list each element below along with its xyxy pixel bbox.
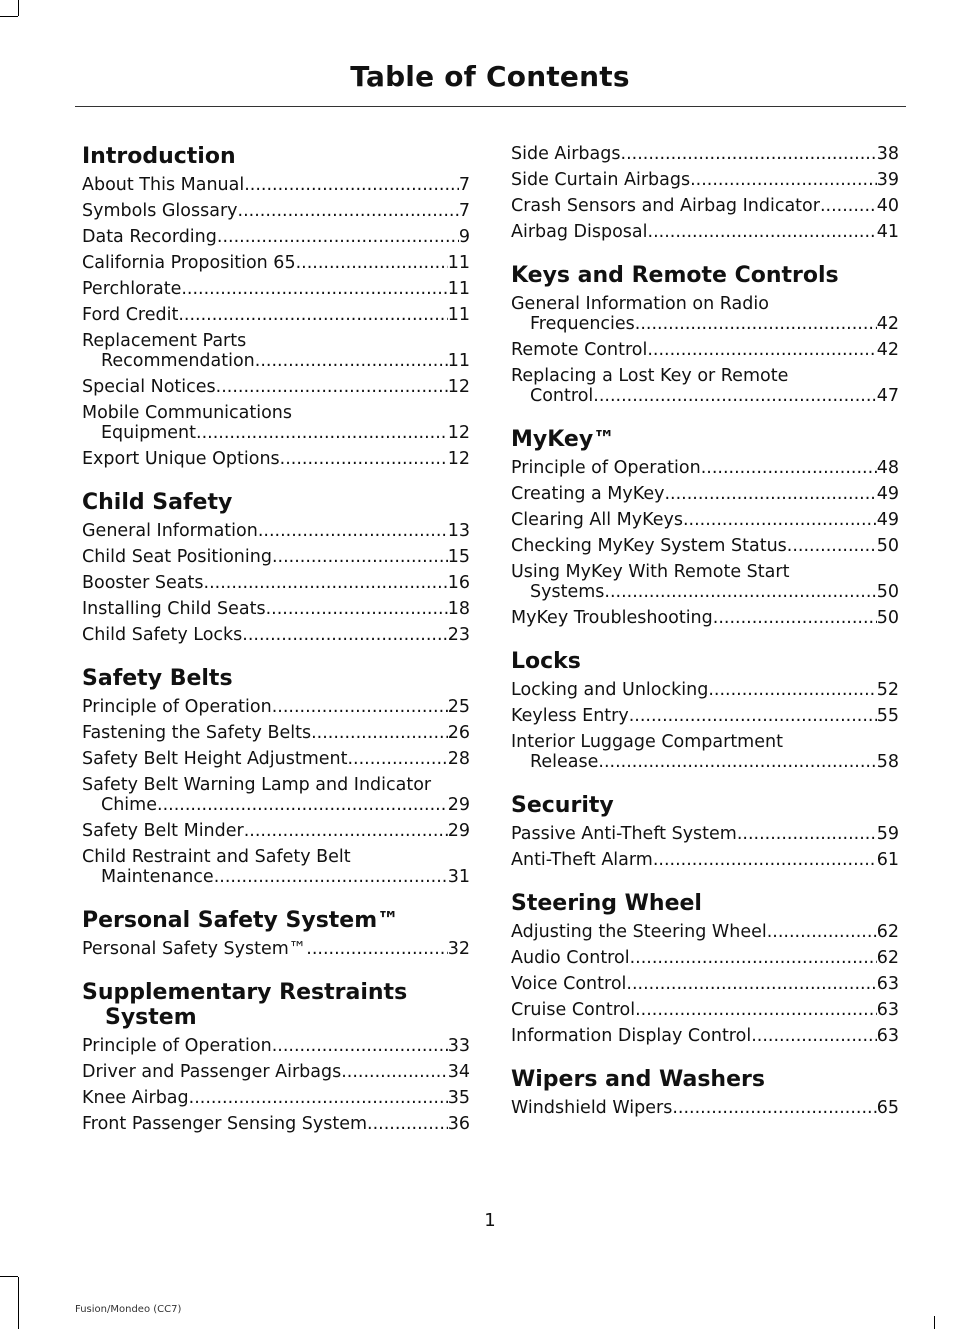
dot-leader	[635, 1000, 877, 1020]
entry-line	[82, 279, 470, 299]
entry-line	[82, 1114, 470, 1134]
entry-title: Passive Anti-Theft System	[511, 824, 737, 844]
entry-line	[82, 377, 470, 397]
entry-title: Booster Seats	[82, 573, 204, 593]
crop-mark	[18, 1277, 19, 1329]
entry-page-number: 7	[458, 175, 470, 195]
entry-title: Export Unique Options	[82, 449, 280, 469]
entry-line	[82, 351, 470, 371]
entry-title: Fastening the Safety Belts	[82, 723, 312, 743]
dot-leader	[629, 706, 877, 726]
entry-title: Audio Control	[511, 948, 630, 968]
entry-title: Child Seat Positioning	[82, 547, 272, 567]
toc-entry[interactable]	[511, 850, 899, 870]
dot-leader	[311, 723, 448, 743]
entry-page-number: 29	[447, 795, 470, 815]
entry-page-number: 52	[876, 680, 899, 700]
toc-entry[interactable]	[82, 1036, 470, 1056]
entry-title: Remote Control	[511, 340, 648, 360]
dot-leader	[244, 821, 448, 841]
toc-section	[82, 144, 470, 469]
entry-title-line1: Safety Belt Warning Lamp and Indicator	[82, 775, 432, 795]
dot-leader	[672, 1098, 876, 1118]
entry-page-number: 31	[447, 867, 470, 887]
entry-line	[82, 547, 470, 567]
toc-entry[interactable]	[511, 366, 899, 406]
dot-leader	[767, 922, 877, 942]
entry-title: Symbols Glossary	[82, 201, 238, 221]
entry-page-number: 50	[876, 582, 899, 602]
section-heading: Locks	[511, 649, 581, 674]
section-heading: Wipers and Washers	[511, 1067, 765, 1092]
dot-leader	[621, 144, 877, 164]
dot-leader	[341, 1062, 448, 1082]
entry-line	[82, 821, 470, 841]
dot-leader	[204, 573, 448, 593]
entry-page-number: 61	[876, 850, 899, 870]
entry-page-number: 38	[876, 144, 899, 164]
toc-entry[interactable]	[82, 821, 470, 841]
entry-page-number: 33	[447, 1036, 470, 1056]
toc-entry[interactable]	[82, 521, 470, 541]
toc-entry[interactable]	[82, 279, 470, 299]
toc-entry[interactable]	[82, 847, 470, 887]
dot-leader	[751, 1026, 877, 1046]
dot-leader	[178, 305, 447, 325]
section-heading: Child Safety	[82, 490, 233, 515]
toc-section	[511, 891, 899, 1046]
toc-left-column	[82, 144, 470, 1155]
entry-title: Frequencies	[530, 314, 635, 334]
dot-leader	[664, 484, 876, 504]
entry-line	[511, 582, 899, 602]
toc-section	[82, 490, 470, 645]
entry-line	[82, 573, 470, 593]
toc-section	[511, 144, 899, 242]
entry-page-number: 62	[876, 948, 899, 968]
section-heading: Keys and Remote Controls	[511, 263, 839, 288]
entry-line	[511, 144, 899, 164]
footer-model: Fusion/Mondeo (CC7)	[75, 1304, 182, 1315]
toc-section	[511, 649, 899, 772]
toc-entry[interactable]	[511, 1098, 899, 1118]
entry-line	[511, 536, 899, 556]
entry-title: Safety Belt Height Adjustment	[82, 749, 348, 769]
dot-leader	[272, 547, 448, 567]
entry-page-number: 13	[447, 521, 470, 541]
toc-entry[interactable]	[82, 697, 470, 717]
entry-line	[511, 706, 899, 726]
entry-line	[511, 314, 899, 334]
toc-entry[interactable]	[511, 170, 899, 190]
entry-page-number: 15	[447, 547, 470, 567]
toc-entry[interactable]	[82, 749, 470, 769]
dot-leader	[217, 227, 459, 247]
toc-entry[interactable]	[511, 948, 899, 968]
entry-line	[511, 824, 899, 844]
dot-leader	[296, 253, 448, 273]
entry-title: Ford Credit	[82, 305, 179, 325]
dot-leader	[189, 1088, 448, 1108]
entry-title-line1: General Information on Radio	[511, 294, 769, 314]
entry-line	[82, 227, 470, 247]
entry-title: Crash Sensors and Airbag Indicator	[511, 196, 820, 216]
toc-section	[82, 908, 470, 959]
entry-page-number: 65	[876, 1098, 899, 1118]
toc-entry[interactable]	[511, 824, 899, 844]
entry-page-number: 42	[876, 314, 899, 334]
entry-line	[82, 201, 470, 221]
section-heading: Introduction	[82, 144, 236, 169]
section-heading: Steering Wheel	[511, 891, 702, 916]
entry-page-number: 12	[447, 377, 470, 397]
toc-entry[interactable]	[511, 680, 899, 700]
entry-title: Side Curtain Airbags	[511, 170, 691, 190]
entry-page-number: 32	[447, 939, 470, 959]
toc-entry[interactable]	[82, 305, 470, 325]
dot-leader	[181, 279, 447, 299]
toc-entry[interactable]	[511, 294, 899, 334]
entry-title: Creating a MyKey	[511, 484, 665, 504]
entry-title: Data Recording	[82, 227, 217, 247]
entry-page-number: 35	[447, 1088, 470, 1108]
dot-leader	[635, 314, 877, 334]
entry-title: Maintenance	[101, 867, 214, 887]
entry-line	[82, 253, 470, 273]
entry-title: Clearing All MyKeys	[511, 510, 683, 530]
entry-line	[511, 974, 899, 994]
entry-line	[511, 608, 899, 628]
toc-entry[interactable]	[511, 510, 899, 530]
entry-page-number: 62	[876, 922, 899, 942]
entry-title-line1: Replacing a Lost Key or Remote	[511, 366, 789, 386]
entry-title: Control	[530, 386, 594, 406]
entry-title: General Information	[82, 521, 258, 541]
dot-leader	[690, 170, 877, 190]
entry-line	[511, 1000, 899, 1020]
entry-page-number: 28	[447, 749, 470, 769]
toc-entry[interactable]	[82, 403, 470, 443]
entry-title: Systems	[530, 582, 605, 602]
toc-entry[interactable]	[511, 706, 899, 726]
entry-line	[82, 1036, 470, 1056]
entry-line	[82, 1062, 470, 1082]
toc-entry[interactable]	[511, 458, 899, 478]
page-number: 1	[484, 1210, 496, 1231]
dot-leader	[216, 377, 448, 397]
toc-right-column	[511, 144, 899, 1139]
entry-page-number: 63	[876, 1000, 899, 1020]
toc-entry[interactable]	[82, 201, 470, 221]
dot-leader	[787, 536, 877, 556]
entry-title: Adjusting the Steering Wheel	[511, 922, 767, 942]
entry-line	[82, 625, 470, 645]
entry-page-number: 42	[876, 340, 899, 360]
section-heading: Security	[511, 793, 614, 818]
toc-entry[interactable]	[511, 608, 899, 628]
entry-title: California Proposition 65	[82, 253, 296, 273]
toc-entry[interactable]	[82, 1062, 470, 1082]
dot-leader	[626, 974, 876, 994]
entry-title: About This Manual	[82, 175, 245, 195]
dot-leader	[737, 824, 877, 844]
entry-line	[82, 723, 470, 743]
entry-page-number: 50	[876, 536, 899, 556]
entry-page-number: 49	[876, 510, 899, 530]
toc-section	[511, 1067, 899, 1118]
dot-leader	[604, 582, 876, 602]
entry-line	[82, 795, 470, 815]
toc-entry[interactable]	[82, 377, 470, 397]
dot-leader	[266, 599, 448, 619]
dot-leader	[598, 752, 876, 772]
crop-mark	[934, 1316, 935, 1329]
toc-entry[interactable]	[511, 732, 899, 772]
entry-line	[511, 680, 899, 700]
toc-entry[interactable]	[82, 331, 470, 371]
toc-entry[interactable]	[82, 723, 470, 743]
entry-title: Recommendation	[101, 351, 255, 371]
entry-title: Installing Child Seats	[82, 599, 266, 619]
entry-page-number: 11	[447, 279, 470, 299]
entry-line	[82, 521, 470, 541]
entry-page-number: 63	[876, 1026, 899, 1046]
entry-page-number: 26	[447, 723, 470, 743]
dot-leader	[255, 351, 448, 371]
entry-title: Cruise Control	[511, 1000, 636, 1020]
toc-entry[interactable]	[511, 1000, 899, 1020]
entry-page-number: 7	[458, 201, 470, 221]
entry-page-number: 63	[876, 974, 899, 994]
entry-line	[511, 386, 899, 406]
toc-entry[interactable]	[82, 227, 470, 247]
entry-page-number: 58	[876, 752, 899, 772]
dot-leader	[157, 795, 448, 815]
dot-leader	[367, 1114, 448, 1134]
entry-title: Front Passenger Sensing System	[82, 1114, 368, 1134]
crop-mark	[0, 1276, 18, 1277]
toc-entry[interactable]	[511, 340, 899, 360]
entry-title: Anti-Theft Alarm	[511, 850, 653, 870]
toc-entry[interactable]	[511, 536, 899, 556]
entry-line	[511, 948, 899, 968]
toc-entry[interactable]	[82, 449, 470, 469]
entry-line	[511, 752, 899, 772]
dot-leader	[272, 1036, 448, 1056]
entry-title-line1: Child Restraint and Safety Belt	[82, 847, 351, 867]
entry-title: Principle of Operation	[511, 458, 701, 478]
entry-title: Voice Control	[511, 974, 627, 994]
dot-leader	[306, 939, 447, 959]
dot-leader	[701, 458, 877, 478]
entry-line	[511, 484, 899, 504]
toc-entry[interactable]	[82, 573, 470, 593]
dot-leader	[713, 608, 877, 628]
entry-page-number: 36	[447, 1114, 470, 1134]
dot-leader	[347, 749, 447, 769]
entry-page-number: 49	[876, 484, 899, 504]
entry-page-number: 12	[447, 449, 470, 469]
entry-line	[511, 1098, 899, 1118]
entry-page-number: 47	[876, 386, 899, 406]
entry-title-line1: Interior Luggage Compartment	[511, 732, 783, 752]
toc-entry[interactable]	[511, 484, 899, 504]
toc-entry[interactable]	[511, 974, 899, 994]
dot-leader	[258, 521, 448, 541]
dot-leader	[244, 175, 459, 195]
page-title: Table of Contents	[350, 60, 630, 93]
dot-leader	[196, 423, 448, 443]
toc-entry[interactable]	[511, 144, 899, 164]
entry-title: Driver and Passenger Airbags	[82, 1062, 342, 1082]
entry-line	[82, 423, 470, 443]
entry-title: Information Display Control	[511, 1026, 752, 1046]
toc-entry[interactable]	[82, 547, 470, 567]
entry-line	[82, 175, 470, 195]
entry-title-line1: Replacement Parts	[82, 331, 247, 351]
entry-title: Side Airbags	[511, 144, 621, 164]
title-divider	[75, 106, 906, 107]
dot-leader	[280, 449, 448, 469]
entry-page-number: 29	[447, 821, 470, 841]
toc-entry[interactable]	[82, 625, 470, 645]
dot-leader	[820, 196, 877, 216]
entry-page-number: 48	[876, 458, 899, 478]
entry-title: Equipment	[101, 423, 196, 443]
dot-leader	[653, 850, 877, 870]
entry-title: Principle of Operation	[82, 1036, 272, 1056]
entry-page-number: 23	[447, 625, 470, 645]
toc-entry[interactable]	[511, 562, 899, 602]
dot-leader	[683, 510, 877, 530]
entry-line	[511, 922, 899, 942]
entry-page-number: 50	[876, 608, 899, 628]
dot-leader	[593, 386, 876, 406]
section-heading: Safety Belts	[82, 666, 233, 691]
entry-title: Keyless Entry	[511, 706, 629, 726]
entry-title-line1: Mobile Communications	[82, 403, 293, 423]
toc-entry[interactable]	[511, 196, 899, 216]
entry-page-number: 25	[447, 697, 470, 717]
entry-title: Chime	[101, 795, 157, 815]
entry-title: Child Safety Locks	[82, 625, 243, 645]
toc-section	[511, 427, 899, 628]
toc-section	[82, 980, 470, 1134]
entry-title-line1: Using MyKey With Remote Start	[511, 562, 790, 582]
toc-entry[interactable]	[511, 922, 899, 942]
entry-line	[511, 850, 899, 870]
entry-page-number: 18	[447, 599, 470, 619]
crop-mark	[0, 16, 18, 17]
entry-line	[511, 196, 899, 216]
crop-mark	[18, 0, 19, 16]
toc-entry[interactable]	[82, 1114, 470, 1134]
section-heading: MyKey™	[511, 427, 616, 452]
toc-entry[interactable]	[511, 1026, 899, 1046]
toc-entry[interactable]	[82, 939, 470, 959]
entry-page-number: 11	[447, 305, 470, 325]
dot-leader	[272, 697, 448, 717]
entry-line	[82, 867, 470, 887]
entry-page-number: 11	[447, 253, 470, 273]
toc-section	[82, 666, 470, 887]
entry-page-number: 34	[447, 1062, 470, 1082]
entry-title: Safety Belt Minder	[82, 821, 244, 841]
entry-page-number: 11	[447, 351, 470, 371]
entry-line	[511, 170, 899, 190]
entry-title: Locking and Unlocking	[511, 680, 709, 700]
entry-page-number: 39	[876, 170, 899, 190]
toc-entry[interactable]	[511, 222, 899, 242]
entry-line	[511, 458, 899, 478]
toc-section	[511, 263, 899, 406]
section-heading: Personal Safety System™	[82, 908, 400, 933]
toc-section	[511, 793, 899, 870]
dot-leader	[214, 867, 448, 887]
entry-page-number: 55	[876, 706, 899, 726]
entry-line	[511, 222, 899, 242]
entry-line	[511, 510, 899, 530]
dot-leader	[238, 201, 459, 221]
dot-leader	[630, 948, 877, 968]
entry-line	[82, 697, 470, 717]
dot-leader	[242, 625, 447, 645]
toc-entry[interactable]	[82, 599, 470, 619]
entry-line	[511, 1026, 899, 1046]
entry-page-number: 40	[876, 196, 899, 216]
dot-leader	[708, 680, 876, 700]
toc-entry[interactable]	[82, 175, 470, 195]
entry-line	[511, 340, 899, 360]
entry-page-number: 41	[876, 222, 899, 242]
entry-line	[82, 1088, 470, 1108]
entry-line	[82, 749, 470, 769]
entry-title: Personal Safety System™	[82, 939, 307, 959]
toc-entry[interactable]	[82, 253, 470, 273]
entry-title: Checking MyKey System Status	[511, 536, 787, 556]
toc-entry[interactable]	[82, 1088, 470, 1108]
entry-title: Windshield Wipers	[511, 1098, 673, 1118]
entry-title: Airbag Disposal	[511, 222, 648, 242]
entry-line	[82, 599, 470, 619]
entry-title: Special Notices	[82, 377, 216, 397]
entry-title: Principle of Operation	[82, 697, 272, 717]
entry-page-number: 9	[458, 227, 470, 247]
entry-title: Release	[530, 752, 599, 772]
entry-page-number: 12	[447, 423, 470, 443]
entry-page-number: 59	[876, 824, 899, 844]
entry-title: MyKey Troubleshooting	[511, 608, 713, 628]
entry-page-number: 16	[447, 573, 470, 593]
entry-title: Perchlorate	[82, 279, 182, 299]
entry-line	[82, 939, 470, 959]
dot-leader	[648, 222, 877, 242]
dot-leader	[647, 340, 876, 360]
entry-title: Knee Airbag	[82, 1088, 189, 1108]
toc-entry[interactable]	[82, 775, 470, 815]
entry-line	[82, 305, 470, 325]
entry-line	[82, 449, 470, 469]
section-heading: Supplementary Restraints System	[82, 980, 408, 1030]
